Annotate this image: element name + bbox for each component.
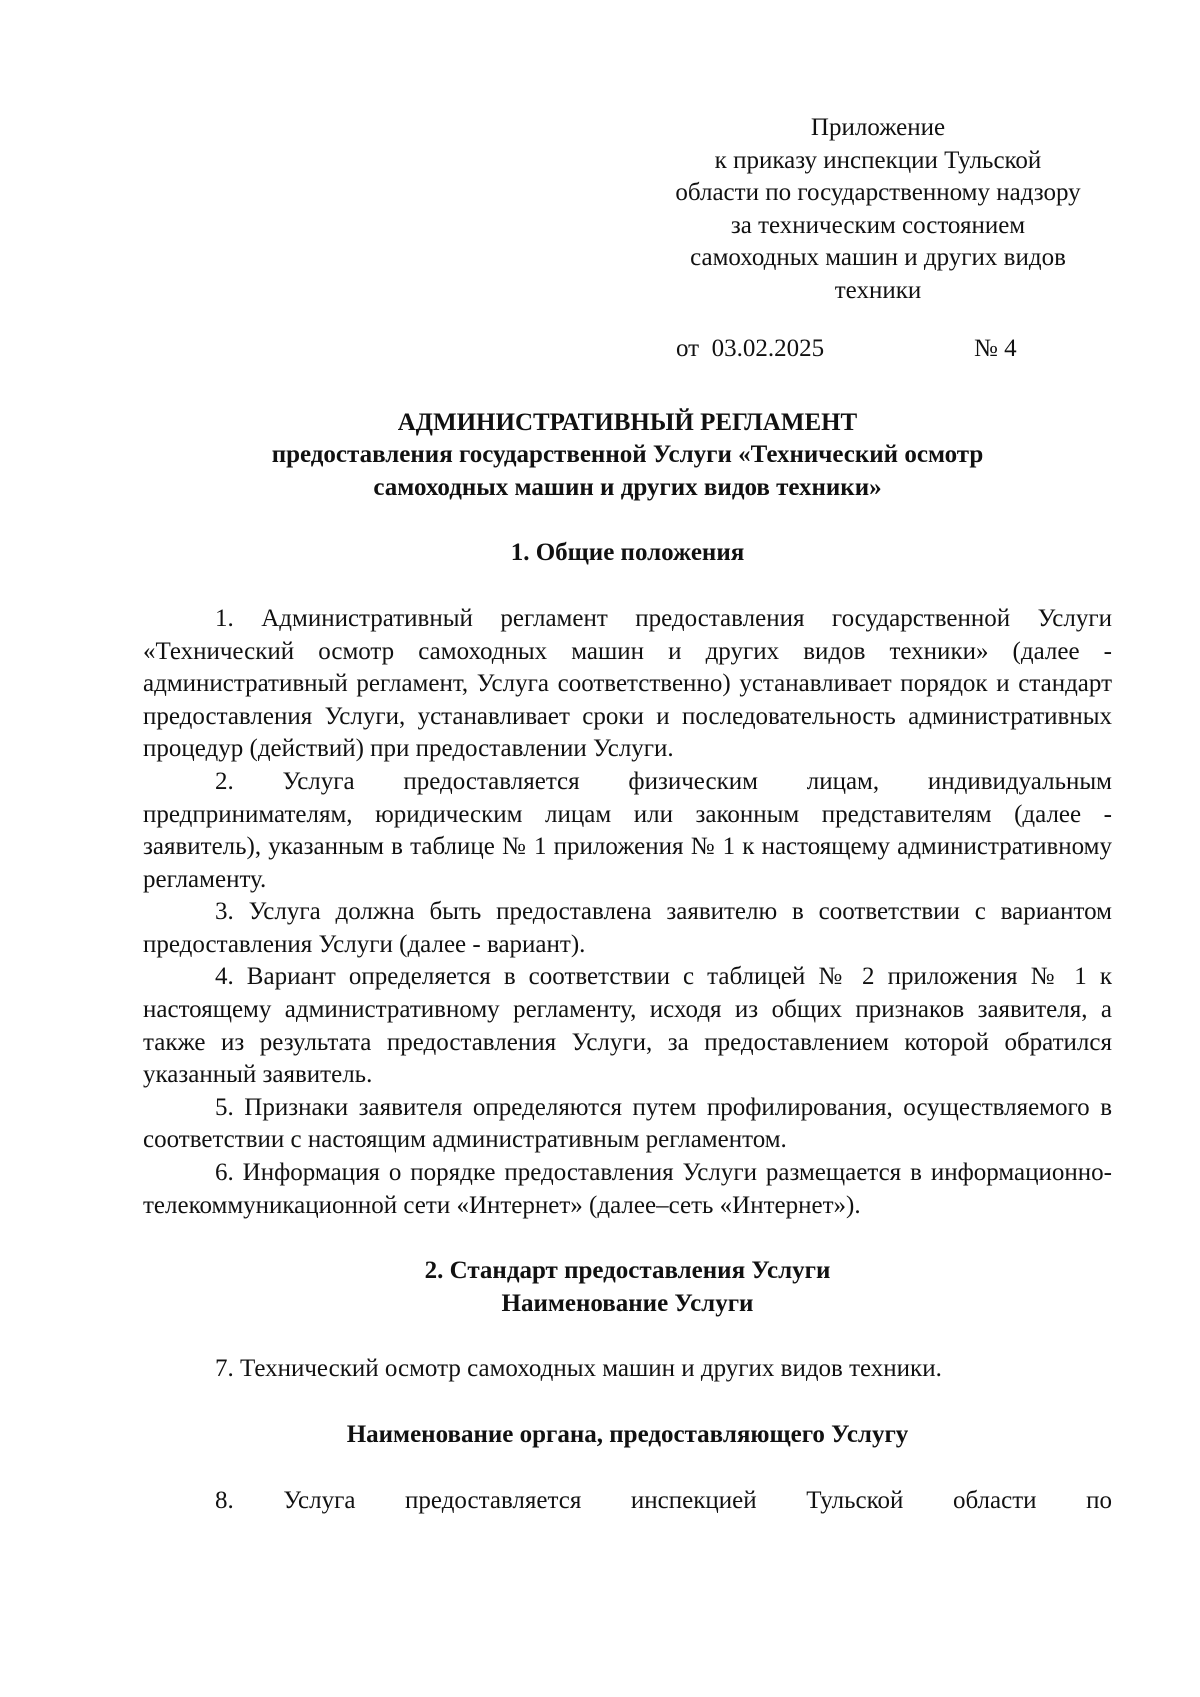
section-2-heading-line-1: 2. Стандарт предоставления Услуги [424,1257,831,1285]
appendix-line: Приложение [810,114,946,141]
appendix-line: области по государственному надзору [675,179,1081,207]
appendix-line: к приказу инспекции Тульской [714,146,1042,174]
appendix-line: за техническим состоянием [730,211,1026,239]
appendix-line: техники [834,276,922,304]
appendix-header [633,112,1123,308]
paragraph-3: 3. Услуга должна быть предоставлена заявителю в соответствии с вариантом предоставления Услуги (далее - вариант). [143,898,1112,958]
paragraph-8: 8. Услуга предоставляется инспекцией Тульской области по [215,1486,1112,1514]
organ-subheading: Наименование органа, предоставляющего Услугу [346,1421,909,1448]
paragraph-6: 6. Информация о порядке предоставления Услуги размещается в информационно-телекоммуникационной сети «Интернет» (далее–сеть «Интернет»). [143,1159,1112,1219]
document-title [143,407,1112,505]
order-number: № 4 [974,334,1017,362]
order-date: от 03.02.2025 [676,334,825,362]
order-date-number [143,333,1112,366]
title-line-3: самоходных машин и других видов техники» [373,473,882,501]
title-line-1: АДМИНИСТРАТИВНЫЙ РЕГЛАМЕНТ [397,408,858,436]
paragraph-4: 4. Вариант определяется в соответствии с таблицей № 2 приложения № 1 к настоящему административному регламенту, исходя из общих признаков заявителя, а также из результата предоставления Услуги, за предоставлением которой обратился указанный заявитель. [143,963,1112,1089]
title-line-2: предоставления государственной Услуги «Технический осмотр [271,441,984,469]
paragraph-2: 2. Услуга предоставляется физическим лицам, индивидуальным предпринимателям, юридическим лицам или законным представителям (далее - заявитель), указанным в таблице № 1 приложения № 1 к настоящему административному регламенту. [143,767,1112,893]
appendix-line: самоходных машин и других видов [690,244,1066,272]
paragraph-7: 7. Технический осмотр самоходных машин и других видов техники. [215,1355,942,1383]
section-1-heading: 1. Общие положения [510,539,745,567]
section-2-heading-line-2: Наименование Услуги [501,1289,754,1317]
paragraph-1: 1. Административный регламент предоставления государственной Услуги «Технический осмотр самоходных машин и других видов техники» (далее - административный регламент, Услуга соответственно) устанавливает порядок и стандарт предоставления Услуги, устанавливает сроки и последовательность административных процедур (действий) при предоставлении Услуги. [143,604,1112,763]
paragraph-5: 5. Признаки заявителя определяются путем профилирования, осуществляемого в соответствии с настоящим административным регламентом. [143,1093,1112,1154]
section-2-heading [143,1255,1112,1320]
